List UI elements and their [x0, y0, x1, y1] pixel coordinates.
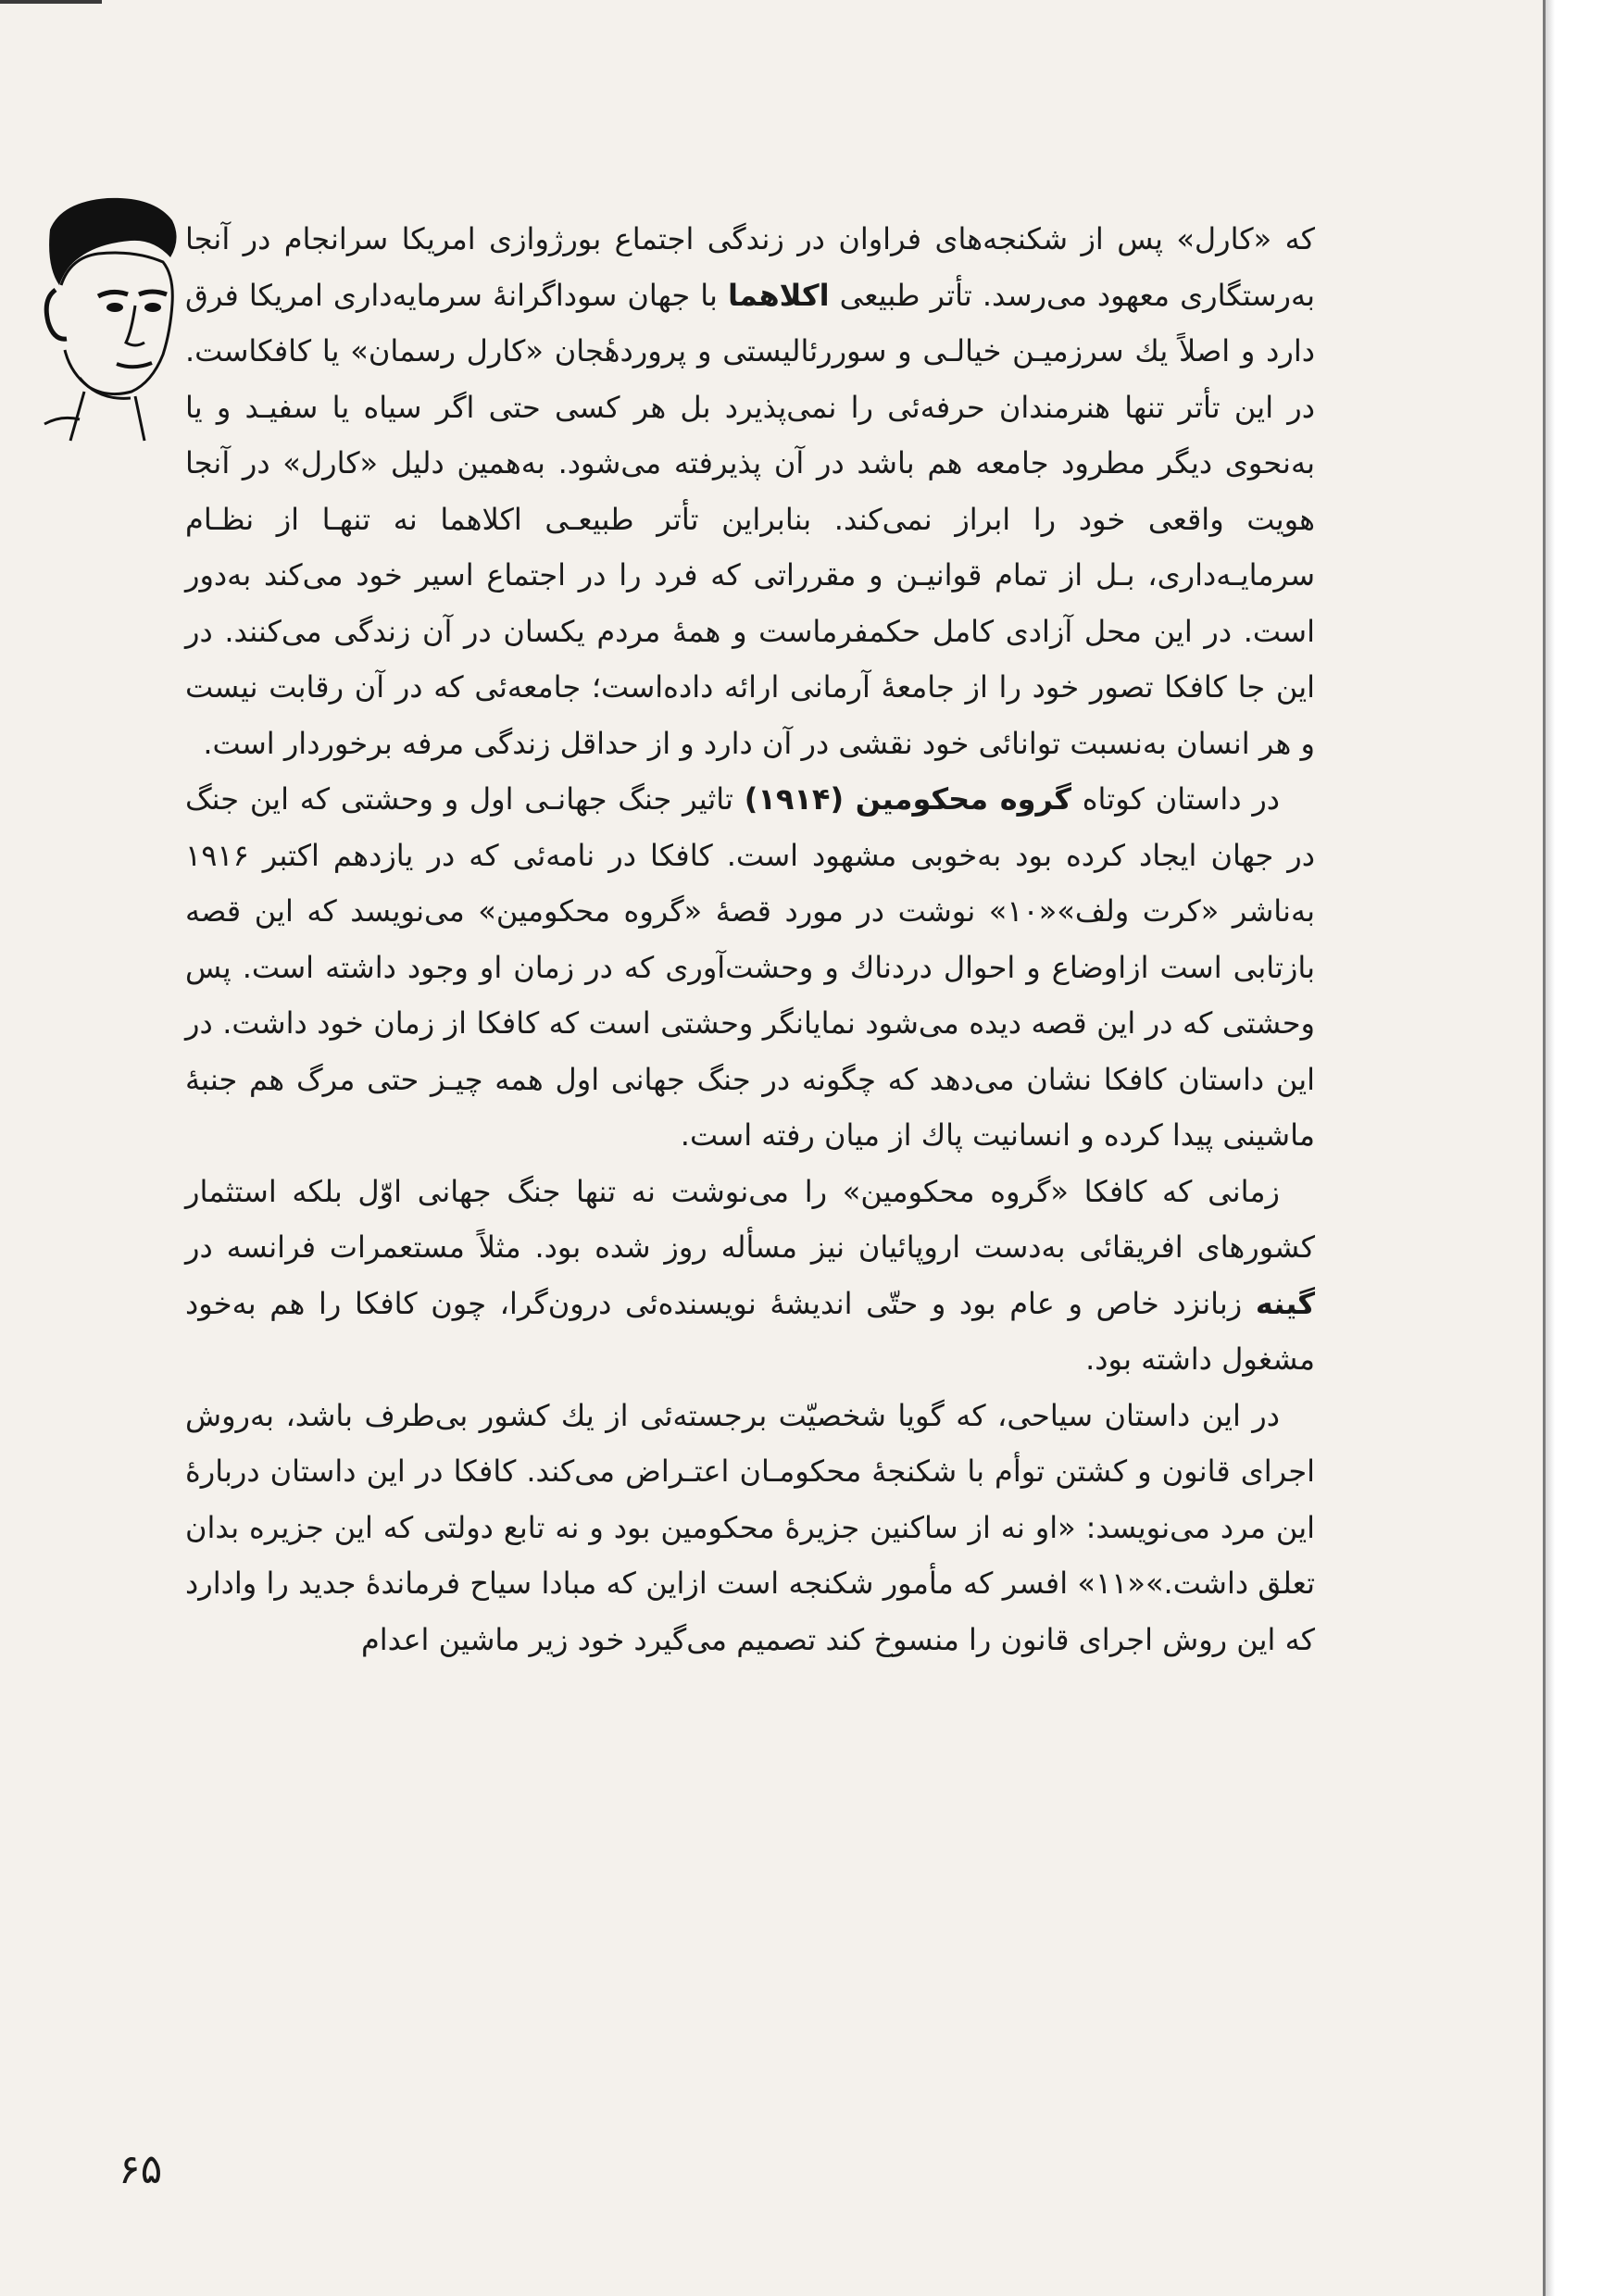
bold-title-text: اکلاهما [728, 277, 830, 313]
paragraph [185, 211, 1315, 771]
paragraph-text: در داستان کوتاه [1071, 781, 1281, 817]
portrait-illustration-icon [43, 193, 200, 443]
page-number: ۶۵ [119, 2146, 163, 2193]
paragraph-text: در این داستان سیاحی، که گویا شخصیّت برجسته‌ئی از یك کشور بی‌طرف باشد، به‌روش اجرای قانون و کشتن توأم با شکنجهٔ محکومـان اعتـراض می‌کند. کافکا در این داستان دربارهٔ این مرد می‌نویسد: «او نه از ساکنین جزیرهٔ محکومین بود و نه تابع دولتی که این جزیره بدان تعلق داشت.»«۱۱» افسر که مأمور شکنجه است ازاین که مبادا سیاح فرماندهٔ جدید را وادارد که این روش اجرای قانون را منسوخ کند تصمیم می‌گیرد خود زیر ماشین اعدام [185, 1397, 1316, 1657]
bold-title-text: گروه محکومین (۱۹۱۴) [744, 781, 1072, 817]
paragraph-text: زمانی که کافکا «گروه محکومین» را می‌نوشت نه تنها جنگ جهانی اوّل بلکه استثمار کشورهای افریقائی به‌دست اروپائیان نیز مسأله روز شده بود. مثلاً مستعمرات فرانسه در [185, 1173, 1315, 1265]
body-text [185, 211, 1315, 1667]
scan-artifact-line [0, 0, 102, 4]
paragraph [185, 771, 1315, 1164]
paragraph [185, 1388, 1315, 1668]
paragraph-text: که «کارل» پس از شکنجه‌های فراوان در زندگی اجتماع بورژوازی امریکا سرانجام در آنجا به‌رستگاری معهود می‌رسد. تأتر طبیعی [185, 221, 1316, 313]
page-edge-shadow [1546, 0, 1555, 2296]
paragraph-text: با جهان سوداگرانهٔ سرمایه‌داری امریکا فرق دارد و اصلاً یك سرزمیـن خیالـی و سوررئالیستی و پروردهٔجان «کارل رسمان» یا کافکاست. در این تأتر تنها هنرمندان حرفه‌ئی را نمی‌پذیرد بل هر کسی حتی اگر سیاه یا سفیـد و یا به‌نحوی دیگر مطرود جامعه هم باشد در آن پذیرفته می‌شود. به‌همین دلیل «کارل» در آنجا هویت واقعی خود را ابراز نمی‌کند. بنابراین تأتر طبیعـی اکلاهما نه تنهـا از نظـام سرمایـه‌داری، بـل از تمام قوانیـن و مقرراتی که فرد را در اجتماع اسیر خود می‌کند به‌دور است. در این محل آزادی کامل حکمفرماست و همهٔ مردم یکسان در آن زندگی می‌کنند. در این جا کافکا تصور خود را از جامعهٔ آرمانی ارائه داده‌است؛ جامعه‌ئی که در آن رقابت نیست و هر انسان به‌نسبت توانائی خود نقشی در آن دارد و از حداقل زندگی مرفه برخوردار است. [185, 277, 1315, 761]
bold-title-text: گینه [1255, 1285, 1315, 1321]
kafka-portrait [43, 193, 200, 443]
paragraph [185, 1164, 1315, 1388]
paragraph-text: تاثیر جنگ جهانـی اول و وحشتی که این جنگ در جهان ایجاد کرده بود به‌خوبی مشهود است. کافکا در نامه‌ئی که در یازدهم اکتبر ۱۹۱۶ به‌ناشر «کرت ولف»«۱۰» نوشت در مورد قصهٔ «گروه محکومین» می‌نویسد که این قصه بازتابی است ازاوضاع و احوال دردناك و وحشت‌آوری که در زمان او وجود داشته است. پس وحشتی که در این قصه دیده می‌شود نمایانگر وحشتی است که کافکا از زمان خود داشت. در این داستان کافکا نشان می‌دهد که چگونه در جنگ جهانی اول همه چیـز حتی مرگ هم جنبهٔ ماشینی پیدا کرده و انسانیت پاك از میان رفته است. [185, 781, 1316, 1153]
paragraph-text: زبانزد خاص و عام بود و حتّی اندیشهٔ نویسنده‌ئی درون‌گرا، چون کافکا را هم به‌خود مشغول داشته بود. [185, 1285, 1315, 1377]
